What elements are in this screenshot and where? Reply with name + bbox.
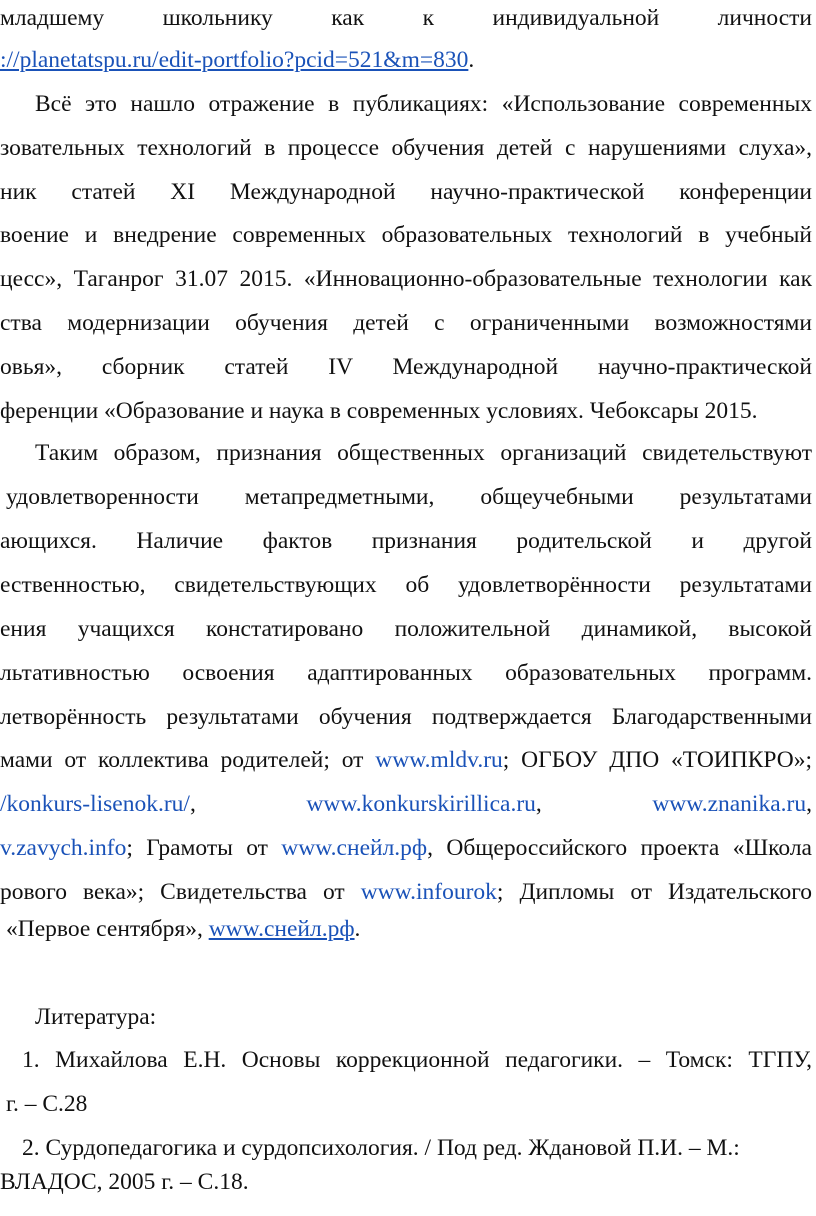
text-line (0, 833, 812, 863)
text-line: ающихся. Наличие фактов признания родительской и другой (0, 528, 812, 554)
text-span: рового века»; Свидетельства от (0, 879, 361, 905)
zavych-link[interactable]: v.zavych.info (0, 835, 127, 861)
sneil-link[interactable]: www.снейл.рф (281, 835, 428, 861)
konkurs-lisenok-link[interactable]: /konkurs-lisenok.ru/ (0, 791, 190, 817)
text-line: ественностью, свидетельствующих об удовлетворённости результатами (0, 572, 812, 598)
text-span: ; ОГБОУ ДПО «ТОИПКРО»; (502, 747, 813, 773)
text-line (0, 877, 812, 907)
konkurskirillica-link[interactable]: www.konkurskirillica.ru (306, 791, 536, 817)
reference-item-cont: г. – С.28 (6, 1091, 88, 1117)
text-line: ференции «Образование и наука в современных условиях. Чебоксары 2015. (0, 398, 758, 424)
text-line: удовлетворенности метапредметными, общеучебными результатами (6, 484, 812, 510)
punct: , (535, 791, 542, 817)
reference-item: 1. Михайлова Е.Н. Основы коррекционной педагогики. – Томск: ТГПУ, (22, 1047, 812, 1073)
text-line: цесс», Таганрог 31.07 2015. «Инновационно-образовательные технологии как (0, 266, 812, 292)
paragraph-start: Всё это нашло отражение в публикациях: «Использование современных (35, 91, 812, 117)
text-line: овья», сборник статей IV Международной научно-практической (0, 354, 812, 380)
text-span: ; Грамоты от (126, 835, 282, 861)
references-heading: Литература: (35, 1004, 157, 1030)
text-line: ения учащихся констатировано положительной динамикой, высокой (0, 616, 812, 642)
punct: , (806, 791, 812, 817)
text-line: летворённость результатами обучения подтверждается Благодарственными (0, 704, 812, 730)
infourok-link[interactable]: www.infourok (360, 879, 497, 905)
text-line: воение и внедрение современных образовательных технологий в учебный (0, 222, 812, 248)
text-line: младшему школьнику как к индивидуальной личности (0, 5, 812, 31)
text-line: зовательных технологий в процессе обучения детей с нарушениями слуха», (0, 135, 812, 161)
text-span: «Первое сентября», (6, 916, 209, 942)
text-line: ства модернизации обучения детей с ограниченными возможностями (0, 310, 812, 336)
link-group (0, 789, 196, 819)
text-line: ник статей XI Международной научно-практической конференции (0, 179, 812, 205)
reference-item-cont: ВЛАДОС, 2005 г. – С.18. (0, 1169, 249, 1195)
mldv-link[interactable]: www.mldv.ru (375, 747, 503, 773)
text-line (0, 745, 812, 775)
punct: . (354, 916, 361, 942)
text-line (0, 45, 474, 75)
text-span: , Общероссийского проекта «Школа (427, 835, 812, 861)
link-group (652, 789, 812, 819)
punct: , (189, 791, 196, 817)
text-line: льтативностью освоения адаптированных образовательных программ. (0, 660, 812, 686)
znanika-link[interactable]: www.znanika.ru (652, 791, 807, 817)
punct: . (468, 47, 475, 73)
paragraph-start: Таким образом, признания общественных организаций свидетельствуют (35, 440, 812, 466)
link-group (306, 789, 541, 819)
reference-item: 2. Сурдопедагогика и сурдопсихология. / Под ред. Ждановой П.И. – М.: (22, 1135, 740, 1161)
portfolio-link[interactable]: ://planetatspu.ru/edit-portfolio?pcid=521&m=830 (0, 47, 469, 73)
text-span: ; Дипломы от Издательского (496, 879, 813, 905)
text-line (0, 789, 812, 819)
text-span: мами от коллектива родителей; от (0, 747, 376, 773)
text-line (6, 914, 360, 944)
sneil-link-underlined[interactable]: www.снейл.рф (208, 916, 355, 942)
